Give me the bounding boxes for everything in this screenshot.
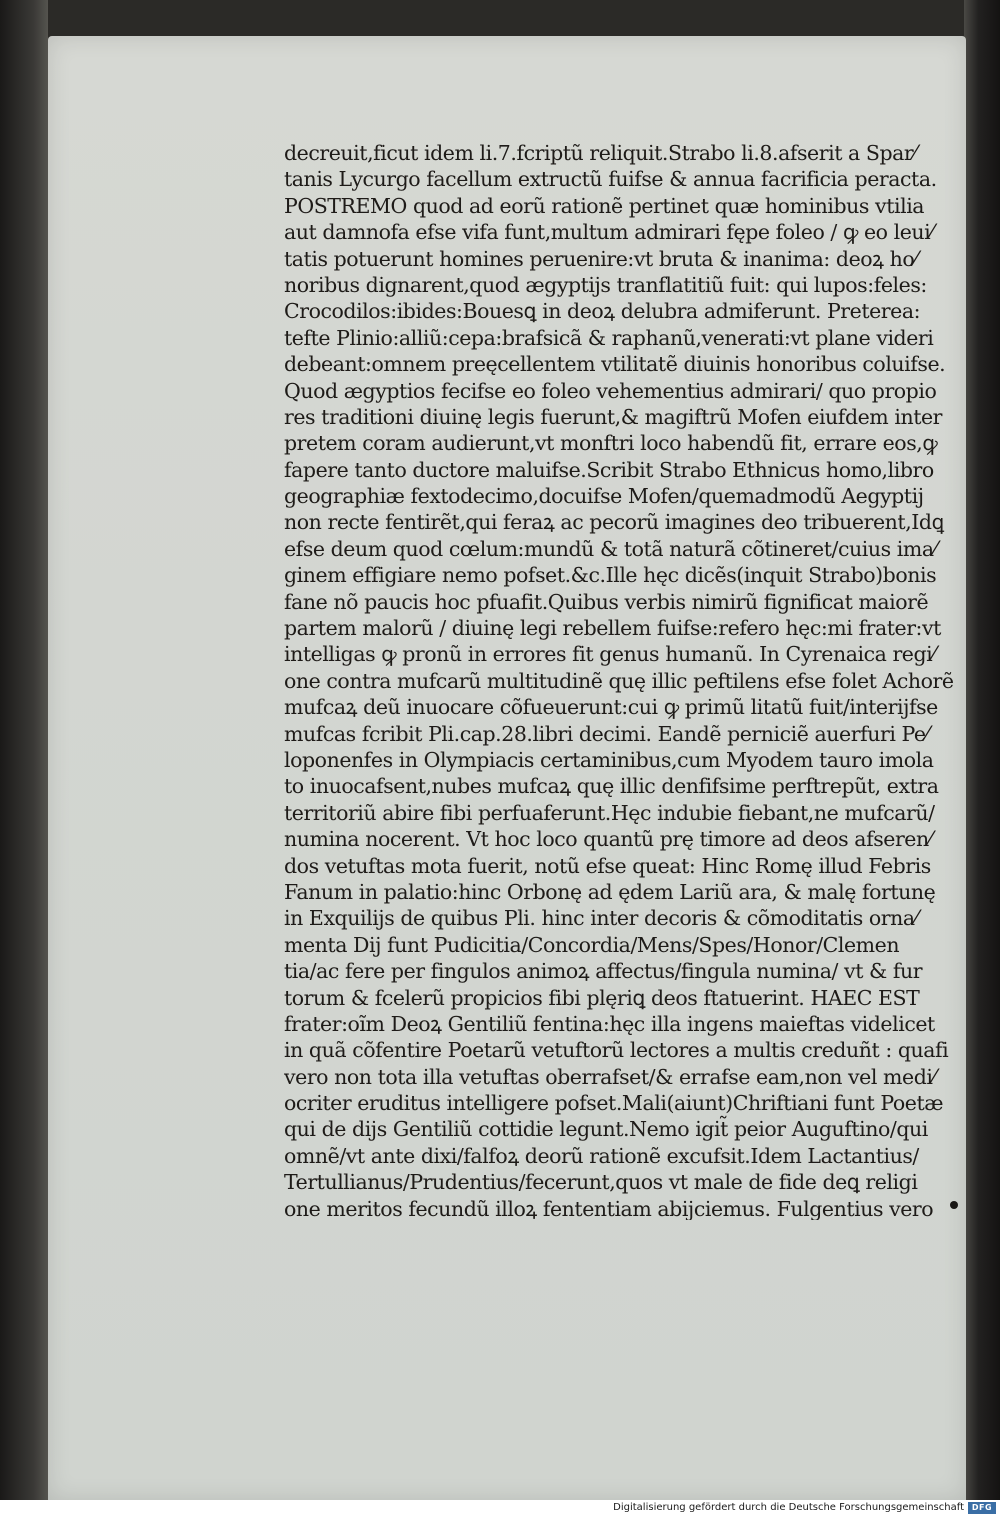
text-line: pretem coram audierunt,vt monftri loco habendũ fit, errare eos,ꝙ <box>284 431 938 456</box>
text-line: Fanum in palatio:hinc Orbonę ad ędem Lariũ ara, & malę fortunę <box>284 879 936 904</box>
text-line: tia/ac fere per fingulos animoꝝ affectus/fingula numina/ vt & fur <box>284 959 923 984</box>
scan-left-edge <box>0 0 48 1500</box>
text-line: res traditioni diuinę legis fuerunt,& magiftrũ Mofen eiufdem inter <box>284 404 943 429</box>
text-line: ginem effigiare nemo pofset.&c.Ille hęc dicẽs(inquit Strabo)bonis <box>284 563 937 588</box>
text-line: loponenfes in Olympiacis certaminibus,cum Myodem tauro imola <box>284 747 934 772</box>
text-line: in quã cõfentire Poetarũ vetuftorũ lectores a multis creduñt : quafi <box>284 1038 949 1063</box>
text-line: debeant:omnem preęcellentem vtilitatẽ diuinis honoribus coluifse. <box>284 352 946 377</box>
text-line: Quod ægyptios fecifse eo foleo vehementius admirari/ quo propio <box>284 378 937 403</box>
text-line: POSTREMO quod ad eorũ rationẽ pertinet quæ hominibus vtilia <box>284 193 925 218</box>
text-line: torum & fcelerũ propicios fibi plęriꝗ deos ftatuerint. HAEC EST <box>284 985 920 1010</box>
text-line: efse deum quod cœlum:mundũ & totã naturã cõtineret/cuius ima⁄ <box>284 536 937 561</box>
text-line: qui de dijs Gentiliũ cottidie legunt.Nemo igit̃ peior Auguftino/qui <box>284 1117 928 1142</box>
text-line: territoriũ abire fibi perfuaferunt.Hęc indubie fiebant,ne mufcarũ/ <box>284 800 935 825</box>
text-line: tefte Plinio:alliũ:cepa:brafsicã & raphanũ,venerati:vt plane videri <box>284 325 934 350</box>
text-line: menta Dij funt Pudicitia/Concordia/Mens/Spes/Honor/Clemen <box>284 932 900 957</box>
text-line: mufcaꝝ deũ inuocare cõfueuerunt:cui ꝙ primũ litatũ fuit/interijfse <box>284 695 938 720</box>
text-line: geographiæ fextodecimo,docuifse Mofen/quemadmodũ Aegyptij <box>284 484 924 509</box>
text-line: aut damnofa efse vifa funt,multum admirari fępe foleo / ꝙ eo leui⁄ <box>284 220 934 245</box>
text-line: in Exquilijs de quibus Pli. hinc inter decoris & cõmoditatis orna⁄ <box>284 906 918 931</box>
funding-text: Digitalisierung gefördert durch die Deutsche Forschungsgemeinschaft <box>613 1502 964 1513</box>
scan-right-edge <box>964 0 1000 1500</box>
text-line: noribus dignarent,quod ægyptijs tranflatitiũ fuit: qui lupos:feles: <box>284 272 927 297</box>
text-line: to inuocafsent,nubes mufcaꝝ quę illic denfifsime perftrepũt, extra <box>284 774 939 799</box>
text-line: intelligas ꝙ pronũ in errores fit genus humanũ. In Cyrenaica regi⁄ <box>284 642 936 667</box>
text-line: omnẽ/vt ante dixi/falfoꝝ deorũ rationẽ excufsit.Idem Lactantius/ <box>284 1143 919 1168</box>
text-line: fane nõ paucis hoc pfuafit.Quibus verbis nimirũ fignificat maiorẽ <box>284 589 929 614</box>
text-line: dos vetuftas mota fuerit, notũ efse queat: Hinc Romę illud Febris <box>284 853 931 878</box>
text-line: Tertullianus/Prudentius/fecerunt,quos vt male de fide deꝗ religi <box>284 1170 918 1195</box>
text-line: numina nocerent. Vt hoc loco quantũ prę timore ad deos afseren⁄ <box>284 827 932 852</box>
text-line: decreuit,ficut idem li.7.fcriptũ reliquit.Strabo li.8.afserit a Spar⁄ <box>284 141 917 165</box>
text-line: frater:oĩm Deoꝝ Gentiliũ fentina:hęc illa ingens maieftas videlicet <box>284 1011 935 1036</box>
printed-text-block <box>284 140 954 1220</box>
text-line: one meritos fecundũ illoꝝ fententiam abijciemus. Fulgentius vero <box>284 1196 934 1220</box>
text-line: fapere tanto ductore maluifse.Scribit Strabo Ethnicus homo,libro <box>284 457 934 482</box>
text-line: one contra mufcarũ multitudinẽ quę illic peftilens efse folet Achorẽ <box>284 668 954 693</box>
text-line: tanis Lycurgo facellum extructũ fuifse & annua facrificia peracta. <box>284 167 937 192</box>
ink-dot <box>950 1201 958 1209</box>
text-line: vero non tota illa vetuftas oberrafset/& errafse eam,non vel medi⁄ <box>284 1064 936 1089</box>
dfg-logo: DFG <box>968 1502 996 1514</box>
text-line: non recte fentirẽt,qui feraꝝ ac pecorũ imagines deo tribuerent,Idꝗ <box>284 510 944 535</box>
text-line: mufcas fcribit Pli.cap.28.libri decimi. Eandẽ perniciẽ auerfuri Pe⁄ <box>284 721 929 746</box>
text-line: ocriter eruditus intelligere pofset.Mali(aiunt)Chriftiani funt Poetæ <box>284 1091 944 1116</box>
text-line: Crocodilos:ibides:Bouesꝗ in deoꝝ delubra admiferunt. Preterea: <box>284 299 921 324</box>
text-line: partem malorũ / diuinę legi rebellem fuifse:refero hęc:mi frater:vt <box>284 616 941 641</box>
text-line: tatis potuerunt homines peruenire:vt bruta & inanima: deoꝝ ho⁄ <box>284 246 918 271</box>
funding-footer <box>0 1500 1000 1516</box>
